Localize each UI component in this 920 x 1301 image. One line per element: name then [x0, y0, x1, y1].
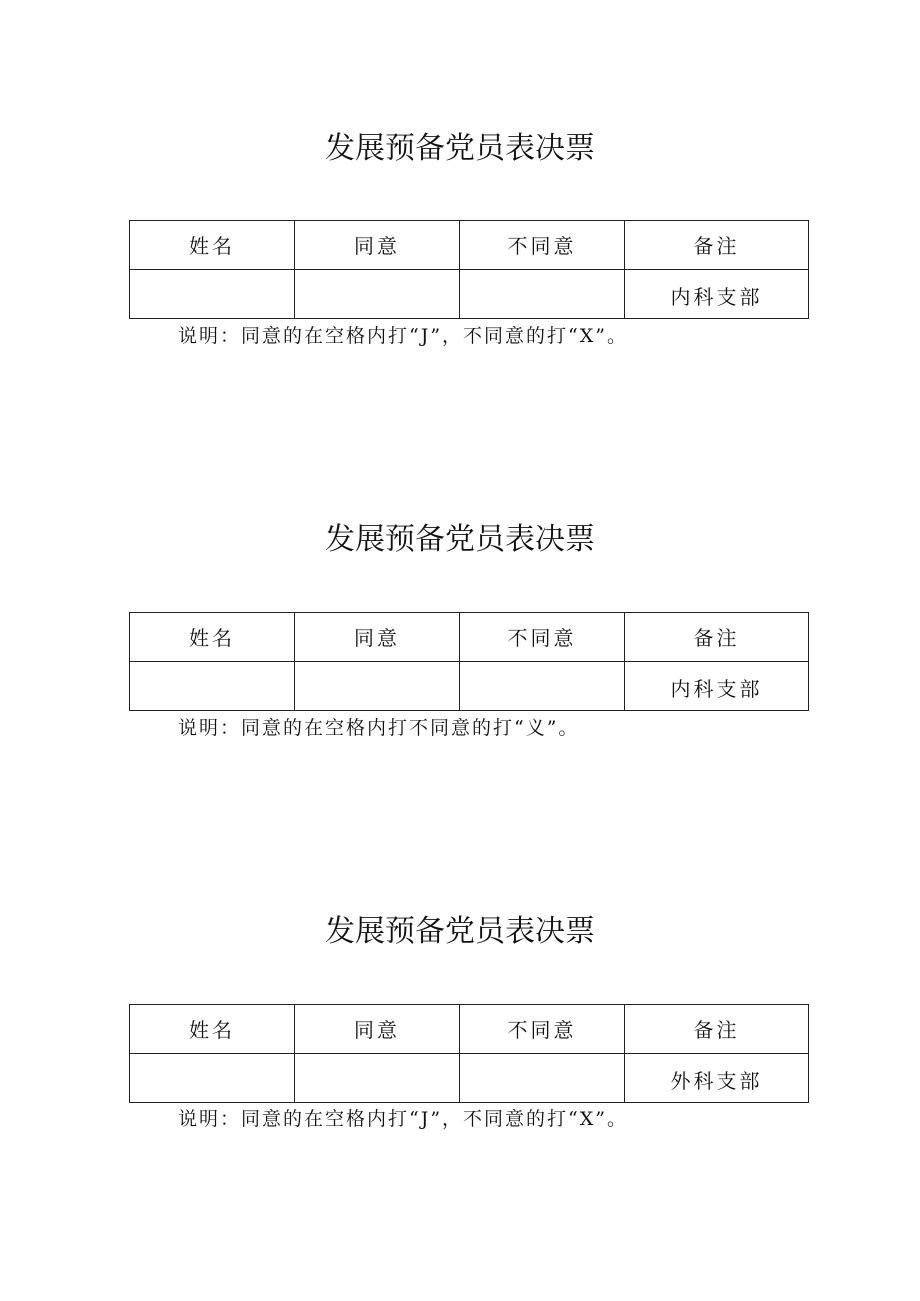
table-header-row [130, 221, 809, 270]
agree-cell[interactable] [295, 1054, 460, 1103]
vote-table [129, 220, 809, 319]
table-row [130, 1054, 809, 1103]
header-disagree: 不同意 [460, 613, 625, 662]
header-agree: 同意 [295, 1005, 460, 1054]
disagree-cell[interactable] [460, 1054, 625, 1103]
header-remark: 备注 [625, 221, 809, 270]
header-disagree: 不同意 [460, 221, 625, 270]
table-header-row [130, 613, 809, 662]
header-name: 姓名 [130, 613, 295, 662]
table-row [130, 662, 809, 711]
instruction-text: 说明：同意的在空格内打“J”，不同意的打“X”。 [178, 1108, 628, 1130]
remark-cell: 内科支部 [625, 270, 809, 319]
table-row [130, 270, 809, 319]
vote-table [129, 612, 809, 711]
header-agree: 同意 [295, 613, 460, 662]
agree-cell[interactable] [295, 662, 460, 711]
remark-cell: 内科支部 [625, 662, 809, 711]
header-disagree: 不同意 [460, 1005, 625, 1054]
ballot-title: 发展预备党员表决票 [325, 131, 595, 166]
ballot-title: 发展预备党员表决票 [325, 914, 595, 949]
header-remark: 备注 [625, 1005, 809, 1054]
agree-cell[interactable] [295, 270, 460, 319]
header-name: 姓名 [130, 1005, 295, 1054]
header-remark: 备注 [625, 613, 809, 662]
name-cell[interactable] [130, 662, 295, 711]
vote-table [129, 1004, 809, 1103]
ballot-title: 发展预备党员表决票 [325, 522, 595, 557]
disagree-cell[interactable] [460, 270, 625, 319]
disagree-cell[interactable] [460, 662, 625, 711]
instruction-text: 说明：同意的在空格内打不同意的打“义”。 [178, 717, 580, 739]
remark-cell: 外科支部 [625, 1054, 809, 1103]
name-cell[interactable] [130, 1054, 295, 1103]
name-cell[interactable] [130, 270, 295, 319]
instruction-text: 说明：同意的在空格内打“J”，不同意的打“X”。 [178, 325, 628, 347]
table-header-row [130, 1005, 809, 1054]
header-agree: 同意 [295, 221, 460, 270]
header-name: 姓名 [130, 221, 295, 270]
